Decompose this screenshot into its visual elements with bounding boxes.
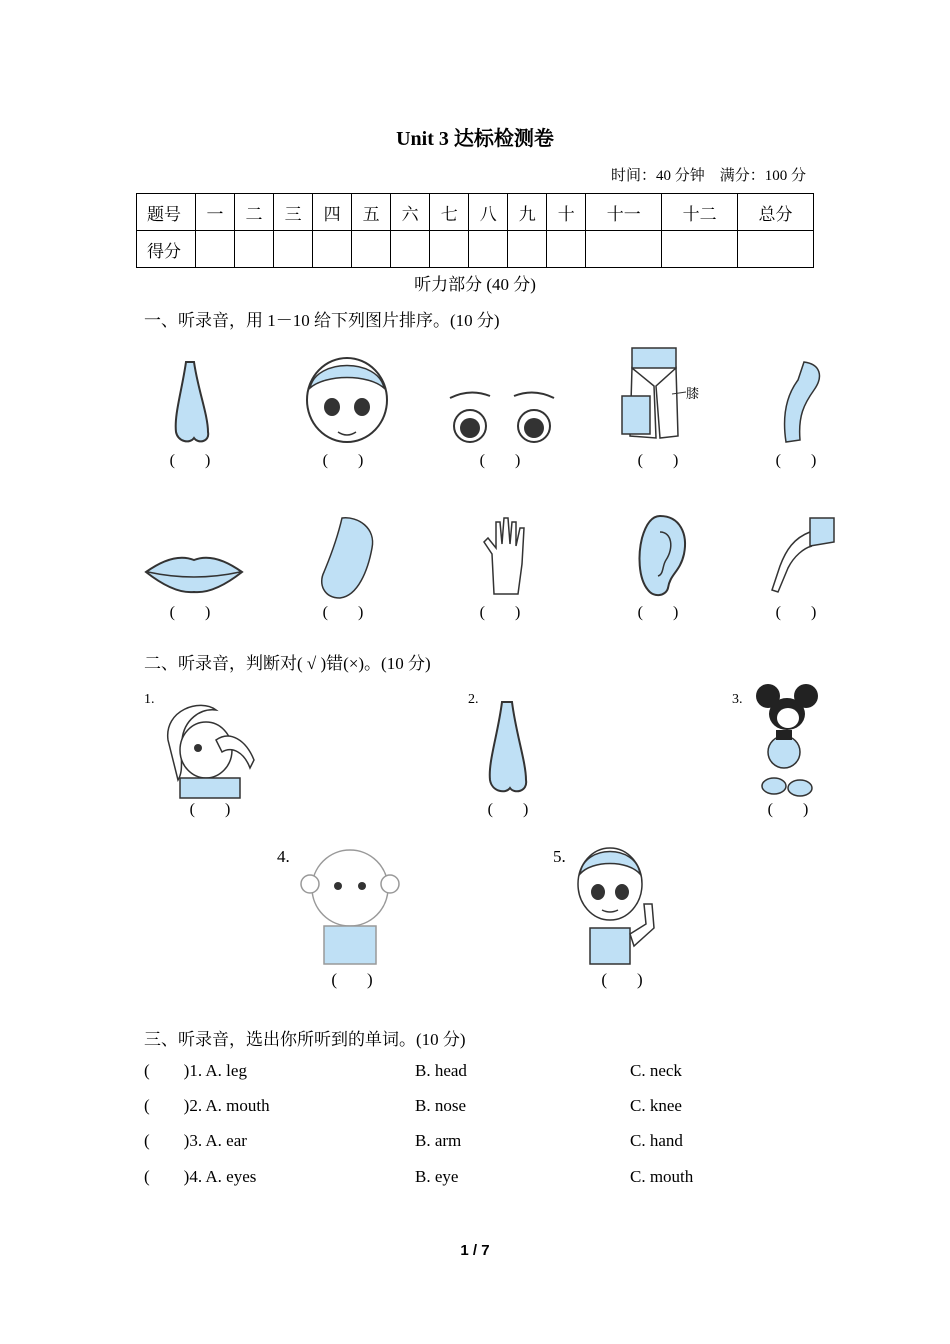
question-option-b[interactable]: B. nose (415, 1096, 466, 1115)
score-table-header-row (137, 194, 814, 231)
question-option-a[interactable]: ( )3. A. ear (144, 1131, 247, 1150)
answer-blank[interactable]: ( ) (767, 801, 809, 818)
score-cell[interactable] (586, 231, 662, 268)
item-number: 1. (144, 692, 155, 707)
answer-blank[interactable]: ( ) (189, 801, 231, 818)
table-cell: 十一 (586, 194, 662, 231)
score-cell[interactable] (469, 231, 508, 268)
table-cell: 二 (235, 194, 274, 231)
answer-blank[interactable]: ( ) (601, 970, 643, 989)
table-cell: 题号 (137, 194, 196, 231)
question-option-a[interactable]: ( )4. A. eyes (144, 1167, 257, 1186)
answer-blank[interactable]: ( ) (487, 801, 529, 818)
score-cell[interactable] (352, 231, 391, 268)
question-option-b[interactable]: B. arm (415, 1131, 462, 1150)
table-cell: 五 (352, 194, 391, 231)
question-option-c[interactable]: C. knee (630, 1096, 682, 1115)
question-option-a[interactable]: ( )2. A. mouth (144, 1096, 270, 1115)
hand-image (480, 514, 530, 596)
score-cell[interactable] (274, 231, 313, 268)
mouth-image (144, 552, 244, 596)
answer-blank[interactable]: ( ) (479, 604, 521, 621)
score-table-score-row (137, 231, 814, 268)
eyes-image (446, 388, 558, 448)
item-number: 2. (468, 692, 479, 707)
knee-label: 膝 (686, 386, 700, 401)
table-cell: 总分 (738, 194, 814, 231)
item-number: 4. (277, 847, 290, 866)
score-cell[interactable] (235, 231, 274, 268)
answer-blank[interactable]: ( ) (775, 452, 817, 469)
mickey-image (754, 682, 824, 798)
score-cell[interactable] (508, 231, 547, 268)
girl-covering-eye-image (160, 700, 256, 798)
answer-blank[interactable]: ( ) (169, 452, 211, 469)
listening-header: 听力部分 (40 分) (414, 275, 536, 294)
table-cell: 十二 (662, 194, 738, 231)
foot-image (310, 514, 380, 600)
score-cell[interactable] (391, 231, 430, 268)
answer-blank[interactable]: ( ) (775, 604, 817, 621)
answer-blank[interactable]: ( ) (637, 604, 679, 621)
page-title: Unit 3 达标检测卷 (396, 128, 554, 150)
question-option-b[interactable]: B. eye (415, 1167, 459, 1186)
question-option-c[interactable]: C. neck (630, 1061, 682, 1080)
ear-image (634, 514, 690, 598)
arm-image (774, 360, 824, 446)
score-cell[interactable] (313, 231, 352, 268)
question-option-c[interactable]: C. mouth (630, 1167, 694, 1186)
question-option-a[interactable]: ( )1. A. leg (144, 1061, 247, 1080)
legs-knee-image (616, 346, 716, 442)
table-cell: 七 (430, 194, 469, 231)
table-cell: 四 (313, 194, 352, 231)
table-cell: 三 (274, 194, 313, 231)
question-option-c[interactable]: C. hand (630, 1131, 683, 1150)
nose-image (484, 700, 534, 796)
table-cell: 八 (469, 194, 508, 231)
baby-ears-image (298, 848, 400, 966)
table-cell: 九 (508, 194, 547, 231)
item-number: 5. (553, 847, 566, 866)
question-option-b[interactable]: B. head (415, 1061, 467, 1080)
score-cell[interactable] (738, 231, 814, 268)
item-number: 3. (732, 692, 743, 707)
section3-title: 三、听录音，选出你所听到的单词。(10 分) (144, 1030, 466, 1049)
boy-pointing-image (574, 842, 664, 966)
exam-meta: 时间：40 分钟 满分：100 分 (610, 168, 806, 184)
boy-face-image (302, 352, 392, 444)
score-cell[interactable] (430, 231, 469, 268)
page-number: 1 / 7 (460, 1242, 490, 1259)
table-cell: 得分 (137, 231, 196, 268)
answer-blank[interactable]: ( ) (169, 604, 211, 621)
nose-image (168, 360, 218, 446)
score-cell[interactable] (662, 231, 738, 268)
score-cell[interactable] (196, 231, 235, 268)
section1-title: 一、听录音，用 1－10 给下列图片排序。(10 分) (144, 311, 500, 330)
answer-blank[interactable]: ( ) (479, 452, 521, 469)
answer-blank[interactable]: ( ) (331, 970, 373, 989)
table-cell: 十 (547, 194, 586, 231)
answer-blank[interactable]: ( ) (637, 452, 679, 469)
table-cell: 一 (196, 194, 235, 231)
answer-blank[interactable]: ( ) (322, 604, 364, 621)
table-cell: 六 (391, 194, 430, 231)
score-table (136, 193, 814, 268)
leg-image (764, 516, 834, 596)
section2-title: 二、听录音，判断对( √ )错(×)。(10 分) (144, 654, 431, 673)
score-cell[interactable] (547, 231, 586, 268)
answer-blank[interactable]: ( ) (322, 452, 364, 469)
